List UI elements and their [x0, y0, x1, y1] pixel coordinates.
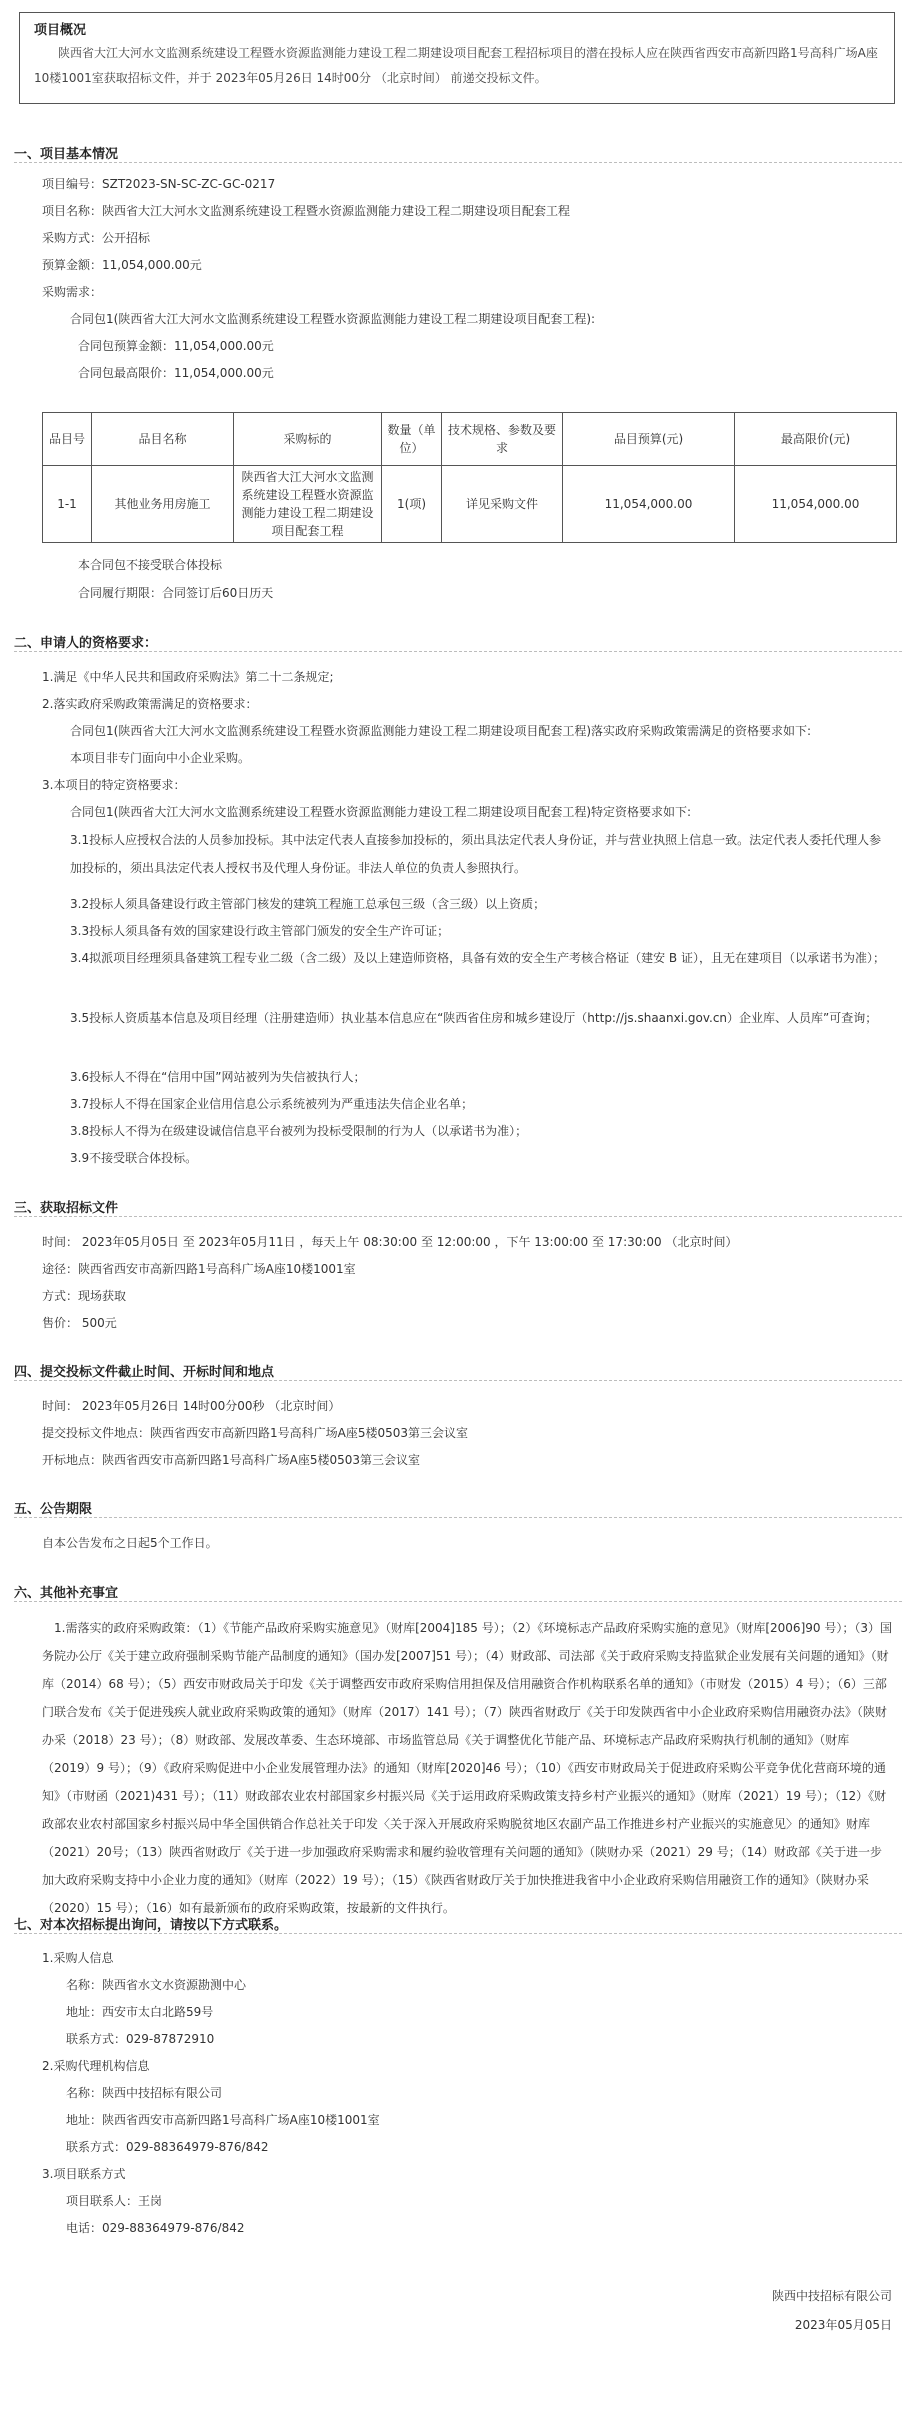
- specific-requirement: 合同包1(陕西省大江大河水文监测系统建设工程暨水资源监测能力建设工程二期建设项目配套工程)特定资格要求如下:: [70, 805, 692, 819]
- table-header-cell: 采购标的: [234, 413, 382, 466]
- overview-text: 陕西省大江大河水文监测系统建设工程暨水资源监测能力建设工程二期建设项目配套工程招标项目的潜在投标人应在陕西省西安市高新四路1号高科广场A座10楼1001室获取招标文件，并于 2023年05月26日 14时00分 （北京时间） 前递交投标文件。: [34, 46, 878, 85]
- section-6-title: 六、其他补充事宜: [14, 1586, 119, 1601]
- sme-note: 本项目非专门面向中小企业采购。: [70, 751, 251, 765]
- table-cell: 详见采购文件: [442, 466, 563, 543]
- contract-period: 合同履行期限：合同签订后60日历天: [78, 586, 274, 600]
- section-divider: [14, 651, 902, 652]
- section-2-title: 二、申请人的资格要求：: [14, 636, 158, 651]
- agency-name: 名称：陕西中技招标有限公司: [66, 2086, 223, 2100]
- deadline-time: 时间： 2023年05月26日 14时00分00秒 （北京时间）: [42, 1399, 341, 1413]
- package-max-price: 合同包最高限价：11,054,000.00元: [78, 366, 274, 380]
- section-5-title: 五、公告期限: [14, 1502, 93, 1517]
- table-cell: 其他业务用房施工: [92, 466, 234, 543]
- table-header-cell: 数量（单位）: [382, 413, 442, 466]
- qualification-3: 3.本项目的特定资格要求：: [42, 778, 186, 792]
- table-cell: 11,054,000.00: [563, 466, 735, 543]
- policy-requirement: 合同包1(陕西省大江大河水文监测系统建设工程暨水资源监测能力建设工程二期建设项目配套工程)落实政府采购政策需满足的资格要求如下:: [70, 724, 812, 738]
- agency-phone: 联系方式：029-88364979-876/842: [66, 2140, 269, 2154]
- project-number: 项目编号：SZT2023-SN-SC-ZC-GC-0217: [42, 177, 276, 191]
- table-cell: 11,054,000.00: [735, 466, 897, 543]
- table-header-cell: 品目号: [43, 413, 92, 466]
- requirement-3-8: 3.8投标人不得为在级建设诚信信息平台被列为投标受限制的行为人（以承诺书为准）；: [70, 1124, 528, 1138]
- contact-phone: 电话：029-88364979-876/842: [66, 2221, 245, 2235]
- footer-date: 2023年05月05日: [794, 2318, 892, 2332]
- submit-place: 提交投标文件地点：陕西省西安市高新四路1号高科广场A座5楼0503第三会议室: [42, 1426, 469, 1440]
- project-name: 项目名称：陕西省大江大河水文监测系统建设工程暨水资源监测能力建设工程二期建设项目配套工程: [42, 204, 571, 218]
- requirement-3-2: 3.2投标人须具备建设行政主管部门核发的建筑工程施工总承包三级（含三级）以上资质；: [70, 897, 546, 911]
- obtain-place: 途径：陕西省西安市高新四路1号高科广场A座10楼1001室: [42, 1262, 356, 1276]
- agency-info-title: 2.采购代理机构信息: [42, 2059, 150, 2073]
- budget-amount: 预算金额：11,054,000.00元: [42, 258, 202, 272]
- section-divider: [14, 1933, 902, 1934]
- purchase-demand: 采购需求：: [42, 285, 103, 299]
- overview-title: 项目概况: [34, 23, 87, 38]
- purchase-method: 采购方式：公开招标: [42, 231, 151, 245]
- requirement-3-7: 3.7投标人不得在国家企业信用信息公示系统被列为严重违法失信企业名单；: [70, 1097, 474, 1111]
- requirement-3-9: 3.9不接受联合体投标。: [70, 1151, 198, 1165]
- section-divider: [14, 1216, 902, 1217]
- footer-company: 陕西中技招标有限公司: [771, 2289, 892, 2303]
- no-consortium-note: 本合同包不接受联合体投标: [78, 558, 223, 572]
- requirement-3-3: 3.3投标人须具备有效的国家建设行政主管部门颁发的安全生产许可证；: [70, 924, 450, 938]
- requirement-3-1: 3.1投标人应授权合法的人员参加投标。其中法定代表人直接参加投标的，须出具法定代表人身份证，并与营业执照上信息一致。法定代表人委托代理人参加投标的，须出具法定代表人授权书及代理人身份证。非法人单位的负责人参照执行。: [70, 833, 882, 875]
- overview-box: [19, 12, 895, 104]
- package-title: 合同包1(陕西省大江大河水文监测系统建设工程暨水资源监测能力建设工程二期建设项目配套工程):: [70, 312, 596, 326]
- section-divider: [14, 162, 902, 163]
- section-divider: [14, 1601, 902, 1602]
- policy-list: 1.需落实的政府采购政策：（1）《节能产品政府采购实施意见》（财库[2004]185 号）；（2）《环境标志产品政府采购实施的意见》（财库[2006]90 号）；（3）国务院办公厅《关于建立政府强制采购节能产品制度的通知》（国办发[2007]51 号）；（4）财政部、司法部《关于政府采购支持监狱企业发展有关问题的通知》（财库（2014）68 号）；（5）西安市财政局关于印发《关于调整西安市政府采购信用担保及信用融资合作机构联系名单的通知》（市财发（2015）4 号）；（6）三部门联合发布《关于促进残疾人就业政府采购政策的通知》（财库（2017）141 号）；（7）陕西省财政厅《关于印发陕西省中小企业政府采购信用融资办法》（陕财办采（2018）23 号）；（8）财政部、发展改革委、生态环境部、市场监管总局《关于调整优化节能产品、环境标志产品政府采购执行机制的通知》（财库（2019）9 号）；（9）《政府采购促进中小企业发展管理办法》的通知（财库[2020]46 号）；（10）《西安市财政局关于促进政府采购公平竞争优化营商环境的通知》（市财函（2021)431 号）；（11）财政部农业农村部国家乡村振兴局《关于运用政府采购政策支持乡村产业振兴的通知》（财库（2021）19 号）；（12）《财政部农业农村部国家乡村振兴局中华全国供销合作总社关于印发〈关于深入开展政府采购脱贫地区农副产品工作推进乡村产业振兴的实施意见〉的通知》财库（2021）20号；（13）陕西省财政厅《关于进一步加强政府采购需求和履约验收管理有关问题的通知》（陕财办采（2021）29 号；（14）财政部《关于进一步加大政府采购支持中小企业力度的通知》（财库（2022）19 号）；（15）《陕西省财政厅关于加快推进我省中小企业政府采购信用融资工作的通知》（陕财办采（2020）15 号）；（16）如有最新颁布的政府采购政策，按最新的文件执行。: [42, 1621, 892, 1915]
- table-header-cell: 最高限价(元): [735, 413, 897, 466]
- requirement-3-6: 3.6投标人不得在“信用中国”网站被列为失信被执行人；: [70, 1070, 366, 1084]
- section-divider: [14, 1380, 902, 1381]
- section-4-title: 四、提交投标文件截止时间、开标时间和地点: [14, 1365, 275, 1380]
- contact-info-title: 3.项目联系方式: [42, 2167, 126, 2181]
- qualification-2: 2.落实政府采购政策需满足的资格要求：: [42, 697, 258, 711]
- table-header-row: [43, 413, 897, 466]
- section-7-title: 七、对本次招标提出询问，请按以下方式联系。: [14, 1918, 288, 1933]
- purchaser-address: 地址：西安市太白北路59号: [66, 2005, 214, 2019]
- obtain-time: 时间： 2023年05月05日 至 2023年05月11日 ，每天上午 08:30:00 至 12:00:00 ，下午 13:00:00 至 17:30:00 （北京时间）: [42, 1235, 738, 1249]
- section-3-title: 三、获取招标文件: [14, 1201, 119, 1216]
- contact-person: 项目联系人：王岗: [66, 2194, 163, 2208]
- requirement-3-4: 3.4拟派项目经理须具备建筑工程专业二级（含二级）及以上建造师资格，具备有效的安全生产考核合格证（建安 B 证），且无在建项目（以承诺书为准）；: [70, 951, 885, 965]
- opening-place: 开标地点：陕西省西安市高新四路1号高科广场A座5楼0503第三会议室: [42, 1453, 421, 1467]
- section-divider: [14, 1517, 902, 1518]
- table-cell: 陕西省大江大河水文监测系统建设工程暨水资源监测能力建设工程二期建设项目配套工程: [234, 466, 382, 543]
- items-table: [42, 412, 897, 543]
- purchaser-phone: 联系方式：029-87872910: [66, 2032, 215, 2046]
- table-header-cell: 技术规格、参数及要求: [442, 413, 563, 466]
- obtain-way: 方式：现场获取: [42, 1289, 127, 1303]
- purchaser-info-title: 1.采购人信息: [42, 1951, 114, 1965]
- qualification-1: 1.满足《中华人民共和国政府采购法》第二十二条规定;: [42, 670, 334, 684]
- package-budget: 合同包预算金额：11,054,000.00元: [78, 339, 274, 353]
- table-row: [43, 466, 897, 543]
- table-cell: 1-1: [43, 466, 92, 543]
- requirement-3-5: 3.5投标人资质基本信息及项目经理（注册建造师）执业基本信息应在“陕西省住房和城乡建设厅（http://js.shaanxi.gov.cn）企业库、人员库”可查询；: [70, 1011, 878, 1025]
- notice-period: 自本公告发布之日起5个工作日。: [42, 1536, 218, 1550]
- table-cell: 1(项): [382, 466, 442, 543]
- section-1-title: 一、项目基本情况: [14, 147, 119, 162]
- table-header-cell: 品目预算(元): [563, 413, 735, 466]
- document-price: 售价： 500元: [42, 1316, 117, 1330]
- agency-address: 地址：陕西省西安市高新四路1号高科广场A座10楼1001室: [66, 2113, 380, 2127]
- table-header-cell: 品目名称: [92, 413, 234, 466]
- purchaser-name: 名称：陕西省水文水资源勘测中心: [66, 1978, 247, 1992]
